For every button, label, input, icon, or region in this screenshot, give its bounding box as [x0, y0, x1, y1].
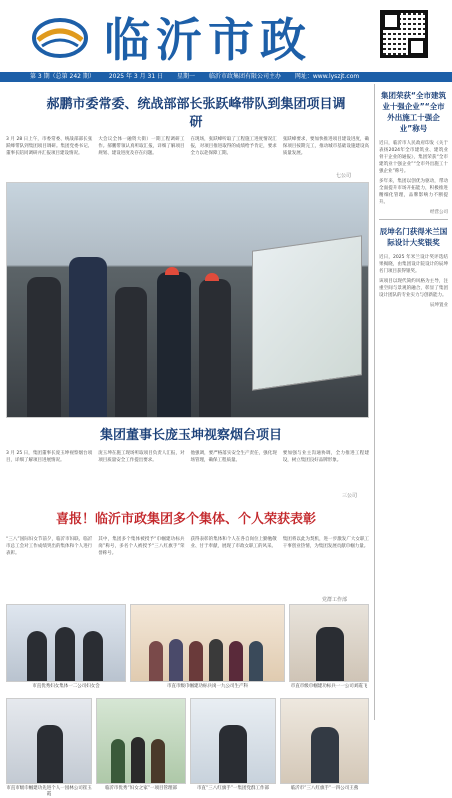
article3-body: [6, 536, 369, 600]
article1-col3: 在现场，张跃峰听取了工程施工进度情况汇报，对项目推进取得的成绩给予肯定，要求全力以赴保障工期。: [190, 137, 277, 156]
issue-weekday: 星期一: [177, 73, 196, 80]
award-photo-4: [6, 698, 92, 784]
article1-body: [6, 136, 369, 178]
website: 网址：www.lyszjt.com: [294, 73, 360, 80]
article3-headline: 喜报！临沂市政集团多个集体、个人荣获表彰: [55, 512, 316, 527]
qr-code-icon: [380, 10, 428, 58]
sidebar-byline-1: 经营公司: [430, 210, 448, 215]
sidebar-headline-1: 集团荣获“全市建筑业十强企业”“全市外出施工十强企业”称号: [381, 91, 446, 133]
sidebar-divider: [379, 219, 448, 220]
award-photo-7: [280, 698, 369, 784]
award-photo-1: [6, 604, 126, 682]
award-photo-6: [190, 698, 276, 784]
article2-col1: 3 月 25 日，集团董事长庞玉坤视察烟台项目，详细了解项目进展情况。: [6, 451, 93, 463]
article2-headline: 集团董事长庞玉坤视察烟台项目: [99, 428, 282, 443]
article2-byline: 三公司: [342, 493, 358, 499]
sidebar-para-4: 该项目以现代简约风格为主导，注重空间与景观的融合，彰显了集团设计团队的专业实力与创新能力。: [379, 279, 448, 298]
article3-col1: “三八”国际妇女节前夕，临沂市妇联、临沂市总工会对工作成绩突出的集体和个人进行表彰。: [6, 537, 93, 556]
article2-col3: 他强调，要严格落实安全生产责任，强化现场管理，确保工程质量。: [190, 451, 277, 463]
sidebar-byline-2: 辰坤置业: [430, 303, 448, 308]
article1-col1: 3 月 28 日上午，市委常委、统战部部长张跃峰带队到集团项目调研。集团党委书记、董事长陪同调研并汇报项目建设情况。: [6, 137, 93, 156]
project-map-board: [252, 235, 362, 390]
caption-2: 市直市级巾帼建功标兵岗一九公司生产科: [167, 684, 248, 689]
issue-number: 第 3 期（总第 242 期）: [30, 73, 95, 80]
article3-col2: 其中，集团多个集体被授予“巾帼建功标兵岗”称号，多名个人被授予“三八红旗手”荣誉称号。: [98, 537, 185, 556]
sidebar-para-3: 近日，2025 年米兰设计奖评选结果揭晓，由集团设计院设计的辰坤名门项目获得银奖。: [379, 255, 448, 274]
masthead: [0, 0, 452, 72]
article1-col2: 大会议全体一融资大街）一期工程调研工作。郝鹏带领认真听取汇报，详细了解项目规划、建设进度及存在问题。: [98, 137, 185, 156]
sidebar-headline-2: 辰坤名门获得米兰国际设计大奖银奖: [379, 227, 448, 247]
issue-date: 2025 年 3 月 31 日: [108, 73, 164, 80]
article3-col4: 集团将以此为契机，进一步激发广大女职工干事创业热情，为集团发展贡献巾帼力量。: [282, 537, 369, 549]
issue-info-bar: [0, 72, 452, 82]
publisher: 临沂市政集团有限公司主办: [208, 73, 281, 80]
main-column: [6, 84, 369, 797]
sidebar-para-2: 多年来，集团以创优为驱动，带动全面提升市场开拓能力，积极推进精细化管理，品牌影响力不断提升。: [379, 179, 448, 205]
article1-photo: [6, 182, 369, 418]
caption-4: 市直市级巾帼建功先进个人一园林公司崔玉霞: [6, 786, 92, 797]
article3-byline: 党群工作部: [322, 597, 348, 603]
award-photo-5: [96, 698, 186, 784]
article2-body: [6, 450, 369, 498]
article1-headline: 郝鹏市委常委、统战部部长张跃峰带队到集团项目调研: [46, 97, 346, 130]
article3-col3: 获得表彰的集体和个人在各自岗位上勤勉敬业、甘于奉献，展现了市政女职工的风采。: [190, 537, 277, 549]
award-photo-3: [289, 604, 369, 682]
sidebar-column: [374, 84, 448, 720]
caption-1: 市直优秀妇女集体一二公司妇女会: [32, 684, 100, 689]
article2-col4: 要加强与业主沟通协调，全力推进工程建设，树立集团良好品牌形象。: [282, 451, 369, 463]
caption-3: 市直市级巾帼建功标兵一一公司刘霞飞: [290, 684, 368, 689]
newspaper-title: 临沂市政: [104, 13, 312, 67]
award-photo-2: [130, 604, 285, 682]
article1-byline: 七公司: [336, 173, 352, 179]
sidebar-para-1: 近日，临沂市人民政府印发《关于表扬2024年全市建筑业、建筑业骨干企业的通报》，集团荣获“全市建筑业十强企业”“全市外出施工十强企业”称号。: [379, 141, 448, 174]
article1-col4: 张跃峰要求，要加快推进项目建设进度，确保项目按期完工，推动城市基础设施建设高质量发展。: [282, 137, 369, 156]
caption-7: 临沂市“三八红旗手”一四公司王燕: [290, 786, 359, 791]
caption-5: 临沂市优秀“妇女之家”一项目管理部: [104, 786, 178, 791]
caption-6: 市直“三八红旗手”一集团党群工作部: [196, 786, 270, 791]
group-logo-icon: [28, 16, 92, 60]
article2-col2: 庞玉坤在施工现场听取项目负责人汇报，对项目质量安全工作提出要求。: [98, 451, 185, 463]
